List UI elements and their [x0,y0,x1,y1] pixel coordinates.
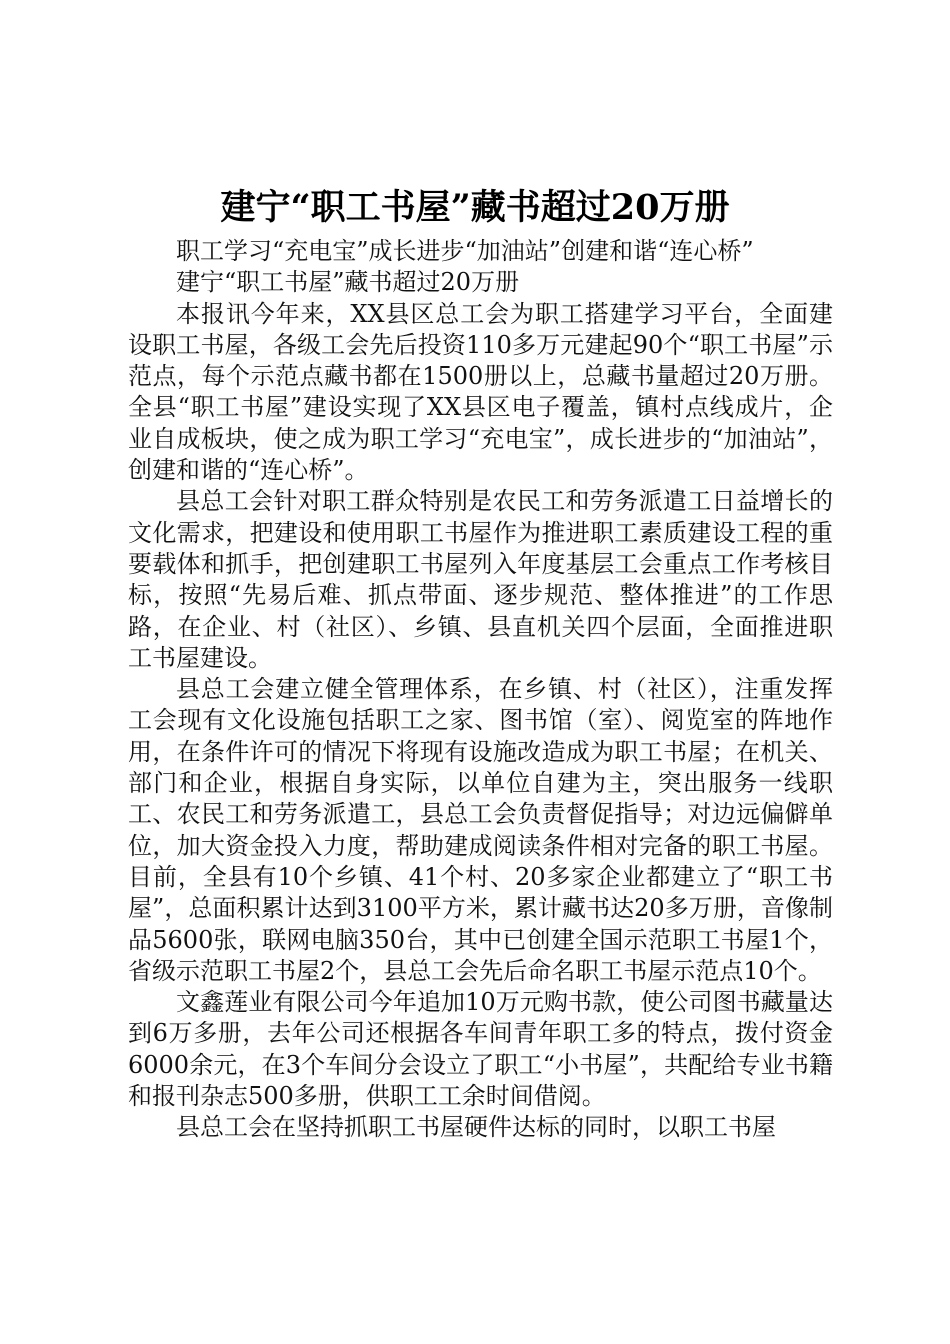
document-title: 建宁“职工书屋”藏书超过20万册 [220,187,730,228]
body-paragraph: 职工学习“充电宝”成长进步“加油站”创建和谐“连心桥” [176,237,754,265]
body-paragraph: 县总工会在坚持抓职工书屋硬件达标的同时，以职工书屋 [176,1113,776,1142]
body-paragraph: 本报讯今年来，XX县区总工会为职工搭建学习平台，全面建设职工书屋，各级工会先后投资110多万元建起90个“职工书屋”示范点，每个示范点藏书都在1500册以上，总藏书量超过20万册。全县“职工书屋”建设实现了XX县区电子覆盖，镇村点线成片，企业自成板块，使之成为职工学习“充电宝”，成长进步的“加油站”，创建和谐的“连心桥”。 [128,299,833,485]
body-paragraph: 县总工会针对职工群众特别是农民工和劳务派遣工日益增长的文化需求，把建设和使用职工书屋作为推进职工素质建设工程的重要载体和抓手，把创建职工书屋列入年度基层工会重点工作考核目标，按照“先易后难、抓点带面、逐步规范、整体推进”的工作思路，在企业、村（社区）、乡镇、县直机关四个层面，全面推进职工书屋建设。 [128,487,833,672]
body-paragraph: 县总工会建立健全管理体系，在乡镇、村（社区），注重发挥工会现有文化设施包括职工之家、图书馆（室）、阅览室的阵地作用，在条件许可的情况下将现有设施改造成为职工书屋；在机关、部门和企业，根据自身实际，以单位自建为主，突出服务一线职工、农民工和劳务派遣工，县总工会负责督促指导；对边远偏僻单位，加大资金投入力度，帮助建成阅读条件相对完备的职工书屋。目前，全县有10个乡镇、41个村、20多家企业都建立了“职工书屋”，总面积累计达到3100平方米，累计藏书达20多万册，音像制品5600张，联网电脑350台，其中已创建全国示范职工书屋1个，省级示范职工书屋2个，县总工会先后命名职工书屋示范点10个。 [128,675,833,985]
body-paragraph: 建宁“职工书屋”藏书超过20万册 [176,268,520,297]
body-paragraph: 文鑫莲业有限公司今年追加10万元购书款，使公司图书藏量达到6万多册，去年公司还根据各车间青年职工多的特点，拨付资金6000余元，在3个车间分会设立了职工“小书屋”，共配给专业书籍和报刊杂志500多册，供职工工余时间借阅。 [128,988,833,1111]
document-body [128,236,833,1144]
